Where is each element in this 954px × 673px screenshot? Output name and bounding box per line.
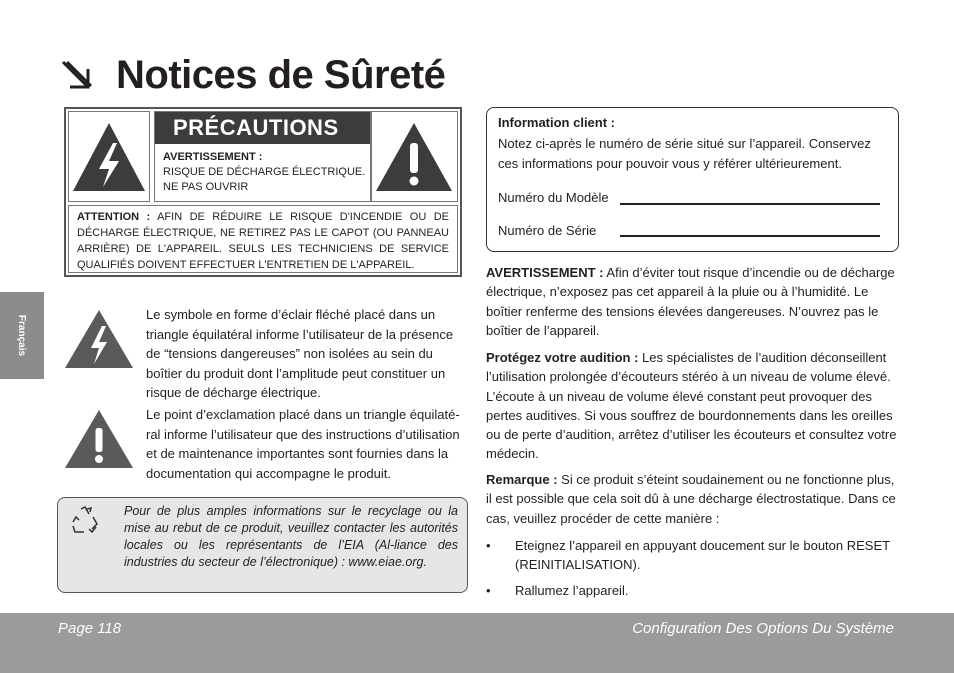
precautions-warning-line2: NE PAS OUVRIR — [163, 181, 249, 193]
section-title: Configuration Des Options Du Système — [632, 620, 894, 637]
title-row — [58, 48, 445, 102]
note-label: Remarque : — [486, 472, 558, 487]
page-footer — [0, 613, 954, 673]
precautions-warning-line1: RISQUE DE DÉCHARGE ÉLECTRIQUE. — [163, 166, 366, 178]
warning-paragraph — [486, 263, 900, 340]
recycle-note — [57, 497, 468, 593]
info-client-title: Information client : — [498, 115, 615, 130]
hearing-paragraph — [486, 348, 900, 464]
arrow-down-right-icon — [58, 57, 94, 93]
list-item — [486, 581, 906, 601]
precautions-warning — [155, 144, 371, 195]
precautions-exclamation-cell — [370, 111, 458, 202]
lightning-triangle-icon — [71, 119, 147, 195]
exclamation-triangle-icon — [64, 408, 134, 470]
lightning-triangle-icon — [64, 308, 134, 370]
model-number-field — [620, 203, 880, 205]
warning-text: Afin d’éviter tout risque d’incendie ou de décharge électrique, n’exposez pas cet appareil à la pluie ou à l’humidité. Le boîtier renferme des tensions élevées dangereuses. N’ouvrez pas le boîtier de l’appareil. — [486, 265, 895, 338]
precautions-heading: PRÉCAUTIONS — [155, 112, 371, 144]
page-title: Notices de Sûreté — [116, 52, 446, 97]
serial-number-field — [620, 235, 880, 237]
precautions-center — [154, 111, 372, 202]
note-text: Si ce produit s’éteint soudainement ou ne fonctionne plus, il est possible que cela soit dû à une décharge électrostatique. Dans ce cas, veuillez procéder de cette manière : — [486, 472, 896, 526]
serial-number-label: Numéro de Série — [498, 223, 597, 238]
language-tab — [0, 292, 44, 379]
precautions-lightning-cell — [68, 111, 150, 202]
bullet-text: Rallumez l’appareil. — [515, 583, 629, 598]
language-tab-label: Français — [16, 314, 28, 357]
hearing-text: Les spécialistes de l’audition déconseillent l’utilisation prolongée d’écouteurs stéréo à un niveau de volume élevé. L’écoute à un niveau de volume élevé constant peut provoquer des pertes auditives. Si vous souffrez de bourdonnements dans les oreilles ou de perte d’audition, arrêtez d’utiliser les écouteurs et consultez votre médecin. — [486, 350, 897, 462]
attention-label: ATTENTION : — [77, 211, 151, 223]
bullet-text: Eteignez l’appareil en appuyant doucement sur le bouton RESET (REINITIALISATION). — [515, 538, 890, 572]
recycle-text: Pour de plus amples informations sur le recyclage ou la mise au rebut de ce produit, veuillez contacter les autorités locales ou les représentants de l’EIA (Al-liance des industries du secteur de l’électronique) : www.eiae.org. — [124, 504, 458, 569]
bullet-dot: • — [486, 583, 491, 598]
hearing-label: Protégez votre audition : — [486, 350, 639, 365]
exclamation-description: Le point d’exclamation placé dans un triangle équilaté-ral informe l’utilisateur que des instructions d’utilisation et de maintenance importantes sont fournies dans la documentation qui accompagne le produit. — [146, 407, 460, 481]
precautions-warning-title: AVERTISSEMENT : — [163, 151, 263, 163]
bullet-dot: • — [486, 538, 491, 553]
model-number-label: Numéro du Modèle — [498, 190, 609, 205]
precautions-attention — [68, 205, 458, 273]
note-paragraph — [486, 470, 900, 528]
lightning-description: Le symbole en forme d’éclair fléché placé dans un triangle équilatéral informe l’utilisateur de la présence de “tensions dangereuses” non isolées au sein du boîtier du produit dont l’amplitude peut constituer un risque de décharge électrique. — [146, 307, 454, 400]
warning-label: AVERTISSEMENT : — [486, 265, 604, 280]
info-client-box — [486, 107, 899, 252]
list-item — [486, 536, 906, 576]
exclamation-triangle-icon — [374, 119, 454, 195]
precautions-box — [64, 107, 462, 277]
info-client-description: Notez ci-après le numéro de série situé sur l’appareil. Conservez ces informations pour pouvoir vous y référer ultérieurement. — [498, 136, 871, 171]
recycle-icon — [70, 505, 100, 535]
attention-text: AFIN DE RÉDUIRE LE RISQUE D'INCENDIE OU DE DÉCHARGE ÉLECTRIQUE, NE RETIREZ PAS LE CAPOT (OU PANNEAU ARRIÈRE) DE L'APPAREIL. SEULS LES TECHNICIENS DE SERVICE QUALIFIÉS DOIVENT EFFECTUER L'ENTRETIEN DE L'APPAREIL. — [77, 211, 450, 271]
page-number: Page 118 — [58, 620, 122, 637]
